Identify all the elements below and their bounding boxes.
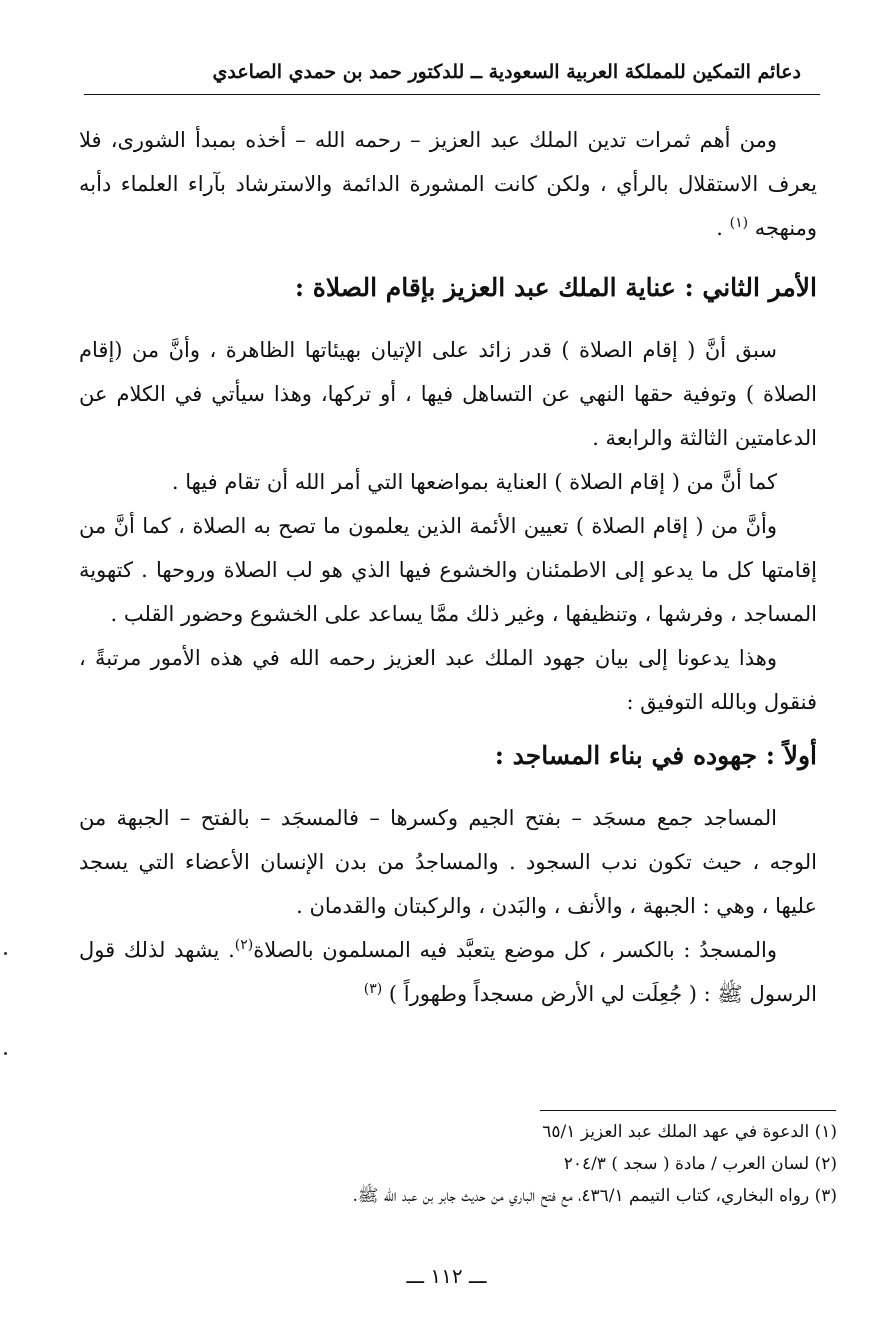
- paragraph-text: ومن أهم ثمرات تدين الملك عبد العزيز – رحمه الله – أخذه بمبدأ الشورى، فلا يعرف الاستقلال بالرأي ، ولكن كانت المشورة الدائمة والاسترشاد بآراء العلماء دأبه ومنهجه: [79, 128, 817, 240]
- paragraph-text: والمسجدُ : بالكسر ، كل موضع يتعبَّد فيه المسلمون بالصلاة: [253, 938, 777, 962]
- section-heading: أولاً : جهوده في بناء المساجد :: [494, 741, 817, 770]
- footnote-divider: [540, 1110, 836, 1111]
- footnote-ref[interactable]: (٢): [234, 937, 254, 953]
- footnote-ref[interactable]: (١): [729, 215, 749, 231]
- paragraph: كما أنَّ من ( إقام الصلاة ) العناية بمواضعها التي أمر الله أن تقام فيها .: [171, 470, 777, 494]
- paragraph: وهذا يدعونا إلى بيان جهود الملك عبد العزيز رحمه الله في هذه الأمور مرتبةً ، فنقول وبالله التوفيق :: [79, 646, 817, 714]
- paragraph: [79, 928, 817, 1016]
- paragraph: وأنَّ من ( إقام الصلاة ) تعيين الأئمة الذين يعلمون ما تصح به الصلاة ، كما أنَّ من إقامتها كل ما يدعو إلى الاطمئنان والخشوع فيها الذي هو لب الصلاة وروحها . كتهوية المساجد ، وفرشها ، وتنظيفها ، وغير ذلك ممَّا يساعد على الخشوع وحضور القلب .: [79, 514, 817, 626]
- running-header: دعائم التمكين للمملكة العربية السعودية ــ للدكتور حمد بن حمدي الصاعدي: [212, 61, 801, 83]
- footnote-item: (٢) لسان العرب / مادة ( سجد ) ٢٠٤/٣: [563, 1154, 837, 1174]
- scan-mark: [4, 952, 7, 955]
- page-number: ـــ ١١٢ ـــ: [406, 1264, 487, 1288]
- paragraph: سبق أنَّ ( إقام الصلاة ) قدر زائد على الإتيان بهيئاتها الظاهرة ، وأنَّ من (إقام الصلاة ) وتوفية حقها النهي عن التساهل فيها ، أو تركها، وهذا سيأتي في الكلام عن الدعامتين الثالثة والرابعة .: [79, 338, 817, 450]
- footnote-item: (٣) رواه البخاري، كتاب التيمم ٤٣٦/١، مع فتح الباري من حديث جابر بن عبد الله ﷺ.: [352, 1186, 837, 1206]
- paragraph-text: . يشهد لذلك قول الرسول ﷺ : ( جُعِلَت لي الأرض مسجداً وطهوراً ): [79, 938, 817, 1006]
- paragraph: المساجد جمع مسجَد – بفتح الجيم وكسرها – فالمسجَد – بالفتح – الجبهة من الوجه ، حيث تكون ندب السجود . والمساجدُ من بدن الإنسان الأعضاء التي يسجد عليها ، وهي : الجبهة ، والأنف ، والبَدن ، والركبتان والقدمان .: [79, 806, 817, 918]
- footnotes: [77, 1116, 837, 1212]
- header-divider: [84, 94, 820, 95]
- section-heading: الأمر الثاني : عناية الملك عبد العزيز بإقام الصلاة :: [294, 273, 817, 302]
- paragraph: [79, 118, 817, 250]
- paragraph-end: .: [716, 216, 730, 240]
- main-text: [79, 118, 817, 1016]
- footnote-item: (١) الدعوة في عهد الملك عبد العزيز ٦٥/١: [542, 1122, 837, 1142]
- scan-mark: [4, 1052, 7, 1055]
- footnote-ref[interactable]: (٣): [363, 981, 383, 997]
